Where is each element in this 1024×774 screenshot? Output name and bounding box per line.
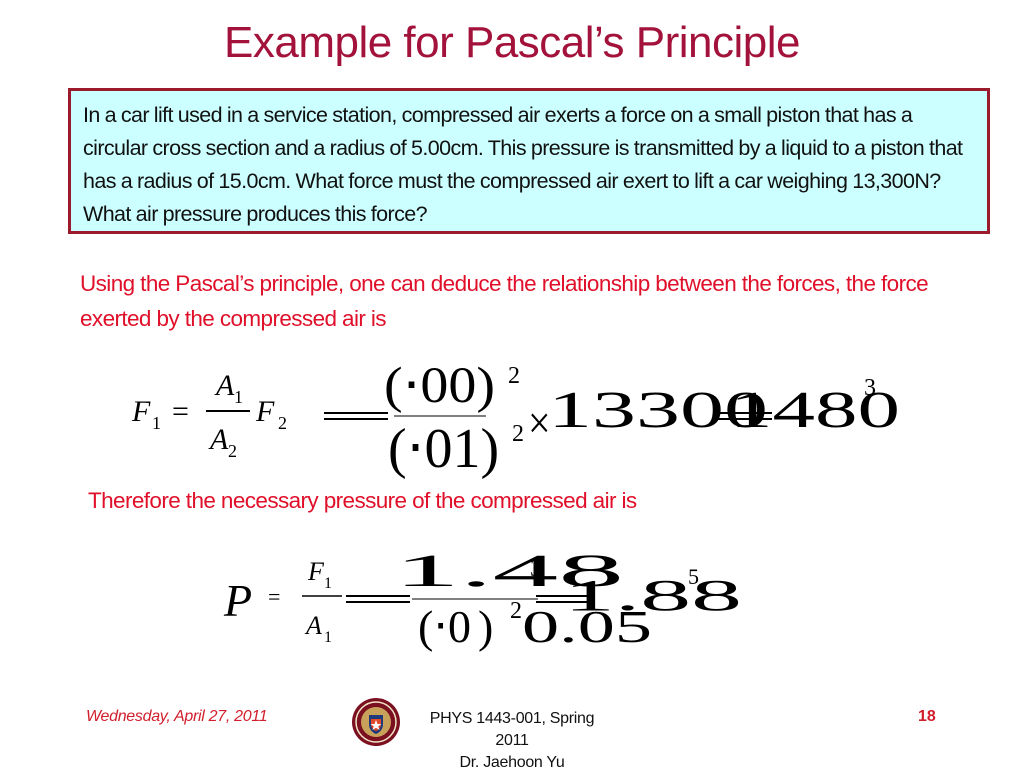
eq2-den-paren: )	[478, 601, 494, 652]
intro-text: Using the Pascal’s principle, one can deduce the relationship between the forces, the force exerted by the compressed air is	[80, 271, 929, 331]
eq1-num-sub: 1	[234, 387, 243, 407]
eq1-result: 1480	[730, 382, 900, 439]
eq2-denominator-value: 0.05	[522, 601, 652, 652]
eq1-exp-bottom: 2	[512, 421, 524, 447]
eq1-garbled-den: (⋅01)	[388, 418, 500, 480]
footer-date: Wednesday, April 27, 2011	[86, 708, 268, 725]
equation-pressure	[218, 545, 778, 658]
page-number: 18	[918, 708, 936, 725]
eq2-den-sub: 1	[324, 629, 332, 646]
eq2-numerator-value: 1.48	[394, 545, 624, 596]
footer-course-name: PHYS 1443-001, Spring 2011	[429, 710, 595, 749]
eq2-den-var: A	[306, 611, 322, 640]
eq1-equals: =	[172, 395, 189, 428]
equation-force	[120, 355, 920, 480]
therefore-text: Therefore the necessary pressure of the compressed air is	[88, 488, 637, 513]
eq2-denominator-exp: 2	[510, 598, 522, 624]
eq2-numerator-exp: 3	[530, 556, 542, 582]
eq1-garbled-num: (⋅00)	[384, 357, 496, 414]
eq2-num-sub: 1	[324, 575, 332, 592]
problem-text: In a car lift used in a service station, compressed air exerts a force on a small piston that has a circular cross section and a radius of 5.00cm. This pressure is transmitted by a liquid to a piston that has a radius of 15.0cm. What force must the compressed air exert to lift a car weighing 13,300N? What air pressure produces this force?	[83, 103, 963, 226]
eq1-product: 13300	[548, 382, 768, 439]
eq2-garbled-den: (⋅0	[418, 601, 471, 652]
eq1-den-var: A	[210, 423, 229, 456]
eq1-lhs-var: F	[132, 395, 151, 428]
footer-course	[412, 708, 612, 774]
eq2-result: 1.88	[564, 571, 742, 620]
eq1-rhs-var: F	[256, 395, 275, 428]
eq1-den-sub: 2	[228, 441, 237, 461]
eq2-lhs-var: P	[224, 575, 253, 626]
eq1-exp-top: 2	[508, 363, 520, 389]
eq1-lhs-sub: 1	[152, 413, 161, 433]
footer-instructor: Dr. Jaehoon Yu	[459, 754, 565, 771]
eq2-num-var: F	[308, 557, 324, 586]
eq1-rhs-sub: 2	[278, 413, 287, 433]
university-seal-icon	[351, 697, 401, 747]
problem-box	[68, 88, 990, 234]
eq2-result-exp: 5	[688, 564, 699, 589]
eq1-num-var: A	[216, 369, 235, 402]
eq1-times: ×	[528, 398, 551, 449]
slide-title: Example for Pascal’s Principle	[224, 18, 800, 67]
eq1-result-exp: 3	[864, 375, 876, 401]
eq2-equals: =	[268, 584, 281, 609]
